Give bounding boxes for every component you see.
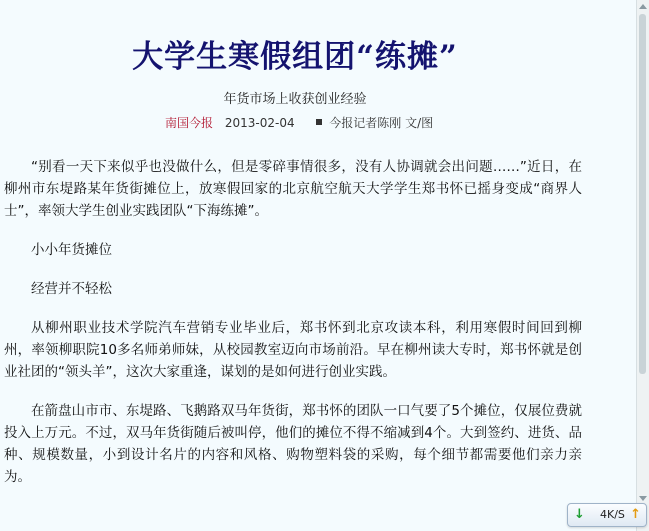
byline (165, 115, 433, 131)
article-body (4, 156, 582, 505)
network-speed-widget[interactable] (567, 503, 647, 527)
vertical-scrollbar[interactable] (636, 0, 649, 531)
scrollbar-thumb[interactable] (639, 14, 646, 374)
article-subheading: 小小年货摊位 (31, 242, 112, 258)
article-subtitle: 年货市场上收获创业经验 (223, 92, 367, 107)
network-speed-text: 4K/S (600, 508, 625, 521)
article-title: 大学生寒假组团“练摊” (132, 38, 458, 75)
author-credit: 今报记者陈刚 文/图 (329, 116, 434, 130)
article-paragraph: “别看一天下来似乎也没做什么，但是零碎事情很多，没有人协调就会出问题……”近日，在柳州市东堤路某年货街摊位上，放寒假回家的北京航空航天大学学生郑书怀已摇身变成“商界人士”，率领大学生创业实践团队“下海练摊”。 (4, 159, 582, 219)
square-bullet-icon (316, 119, 322, 125)
article-paragraph: 在箭盘山市市、东堤路、飞鹅路双马年货街，郑书怀的团队一口气要了5个摊位，仅展位费就投入上万元。不过，双马年货街随后被叫停，他们的摊位不得不缩减到4个。大到签约、进货、品种、规模数量，小到设计名片的内容和风格、购物塑料袋的采购，每个细节都需要他们亲力亲为。 (4, 403, 582, 485)
scroll-down-icon[interactable] (639, 496, 647, 501)
scroll-up-icon[interactable] (639, 4, 647, 9)
source-name: 南国今报 (165, 116, 214, 130)
upload-arrow-icon: ↑ (630, 507, 641, 522)
article-paragraph: 从柳州职业技术学院汽车营销专业毕业后，郑书怀到北京攻读本科，利用寒假时间回到柳州，率领柳职院10多名师弟师妹，从校园教室迈向市场前沿。早在柳州读大专时，郑书怀就是创业社团的“领头羊”，这次大家重逢，谋划的是如何进行创业实践。 (4, 320, 582, 380)
article-subheading: 经营并不轻松 (31, 281, 112, 297)
publish-date: 2013-02-04 (224, 116, 295, 130)
download-arrow-icon: ↓ (574, 507, 585, 522)
